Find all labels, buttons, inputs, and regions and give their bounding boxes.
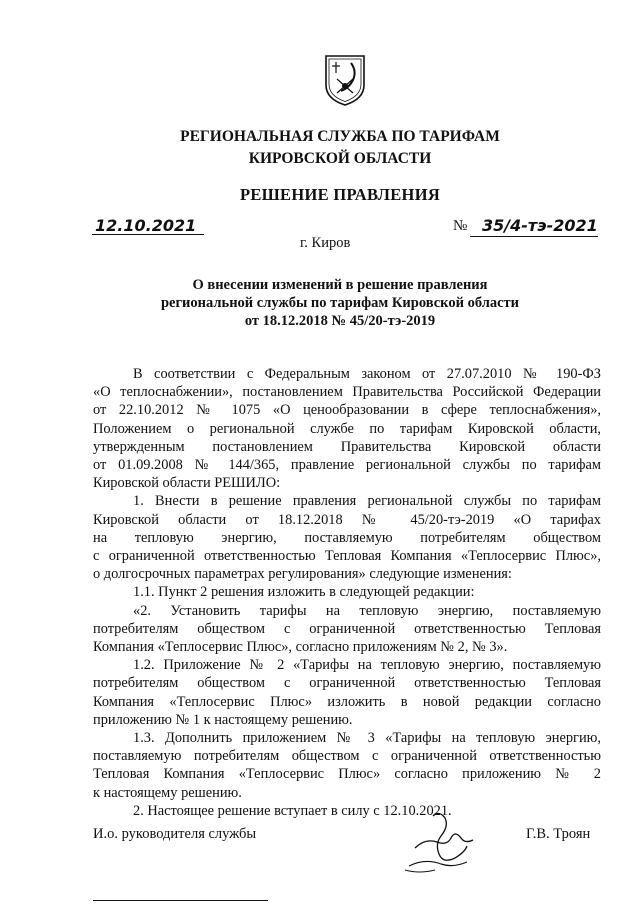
body-line: «2. Установить тарифы на тепловую энергию, поставляемую xyxy=(133,602,601,619)
body-line: 1. Внести в решение правления региональной службы по тарифам xyxy=(133,493,601,510)
body-line: потребителям обществом с ограниченной ответственностью Тепловая xyxy=(93,620,601,637)
signer-position: И.о. руководителя службы xyxy=(93,826,257,842)
body-line: 1.2. Приложение № 2 «Тарифы на тепловую энергию, поставляемую xyxy=(133,657,601,674)
document-number: 35/4-тэ-2021 xyxy=(482,216,598,235)
body-line: Компания «Теплосервис Плюс» изложить в новой редакции согласно xyxy=(93,693,601,710)
body-line: о долгосрочных параметрах регулирования» следующие изменения: xyxy=(93,566,512,583)
body-line: с ограниченной ответственностью Тепловая Компания «Теплосервис Плюс», xyxy=(93,548,601,565)
handwritten-signature-icon xyxy=(395,808,485,878)
footer-divider xyxy=(93,900,268,901)
organization-name-line1: РЕГИОНАЛЬНАЯ СЛУЖБА ПО ТАРИФАМ xyxy=(180,128,500,145)
body-line: на тепловую энергию, поставляемую потребителям обществом xyxy=(93,529,601,546)
number-underline xyxy=(470,236,598,237)
body-line: к настоящему решению. xyxy=(93,784,242,801)
body-line: «О теплоснабжении», постановлением Правительства Российской Федерации xyxy=(93,384,601,401)
subject-line2: региональной службы по тарифам Кировской области xyxy=(160,295,520,311)
signer-name: Г.В. Троян xyxy=(526,826,591,842)
body-line: утвержденным постановлением Правительства Кировской области xyxy=(93,438,601,455)
body-line: Тепловая Компания «Теплосервис Плюс» согласно приложению № 2 xyxy=(93,766,601,783)
number-sign: № xyxy=(453,218,468,234)
kirov-coat-of-arms-icon xyxy=(323,53,367,107)
body-line: от 01.09.2008 № 144/365, правление региональной службы по тарифам xyxy=(93,457,601,474)
body-line: приложению № 1 к настоящему решению. xyxy=(93,711,353,728)
subject-line3: от 18.12.2018 № 45/20-тэ-2019 xyxy=(244,313,436,329)
body-line: Кировской области от 18.12.2018 № 45/20-тэ-2019 «О тарифах xyxy=(93,511,601,528)
date-underline xyxy=(92,234,204,235)
body-line: потребителям обществом с ограниченной ответственностью Тепловая xyxy=(93,675,601,692)
body-line: Положением о региональной службе по тарифам Кировской области, xyxy=(93,420,601,437)
document-type-title: РЕШЕНИЕ ПРАВЛЕНИЯ xyxy=(239,185,441,204)
body-line: 1.3. Дополнить приложением № 3 «Тарифы на тепловую энергию, xyxy=(133,730,601,747)
document-city: г. Киров xyxy=(300,235,351,251)
body-line: 1.1. Пункт 2 решения изложить в следующей редакции: xyxy=(133,584,475,601)
body-line: 2. Настоящее решение вступает в силу с 12.10.2021. xyxy=(133,802,452,819)
body-line: Компания «Теплосервис Плюс», согласно приложениям № 2, № 3». xyxy=(93,639,508,656)
body-line: от 22.10.2012 № 1075 «О ценообразовании в сфере теплоснабжения», xyxy=(93,402,601,419)
organization-name-line2: КИРОВСКОЙ ОБЛАСТИ xyxy=(248,150,432,167)
body-line: Кировской области РЕШИЛО: xyxy=(93,475,281,492)
document-body xyxy=(93,365,601,820)
body-line: В соответствии с Федеральным законом от 27.07.2010 № 190-ФЗ xyxy=(133,366,601,382)
subject-line1: О внесении изменений в решение правления xyxy=(192,277,488,293)
document-date: 12.10.2021 xyxy=(95,216,197,235)
body-line: поставляемую потребителям обществом с ограниченной ответственностью xyxy=(93,748,601,765)
